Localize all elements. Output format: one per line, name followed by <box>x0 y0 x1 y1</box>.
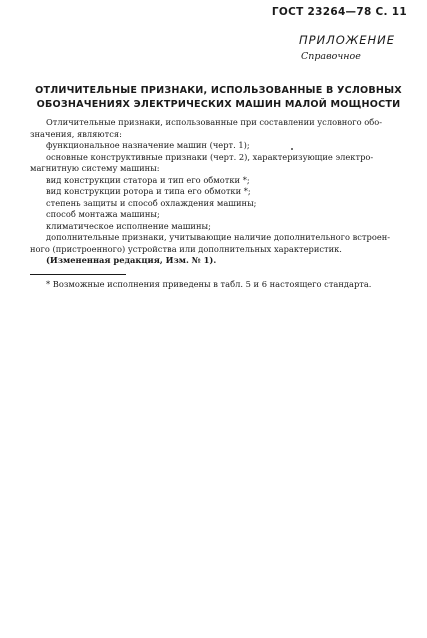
body-line: климатическое исполнение машины; <box>46 220 211 231</box>
body-line: вид конструкции ротора и типа его обмотки *; <box>46 186 251 196</box>
footnote: * Возможные исполнения приведены в табл. 5 и 6 настоящего стандарта. <box>46 279 372 289</box>
body-line: способ монтажа машины; <box>46 209 160 219</box>
body-line: вид конструкции статора и тип его обмотки *; <box>46 174 250 185</box>
body-text <box>30 117 404 267</box>
body-line: ного (пристроенного) устройства или дополнительных характеристик. <box>30 243 342 254</box>
amendment-note: (Измененная редакция, Изм. № 1). <box>46 255 217 265</box>
body-line: дополнительные признаки, учитывающие наличие дополнительного встроен- <box>46 232 391 242</box>
body-line: функциональное назначение машин (черт. 1); <box>46 140 250 150</box>
appendix-subtitle: Справочное <box>300 51 361 62</box>
footnote-divider <box>30 274 126 275</box>
section-title-line-2: ОБОЗНАЧЕНИЯХ ЭЛЕКТРИЧЕСКИХ МАШИН МАЛОЙ МОЩНОСТИ <box>36 98 401 110</box>
body-line: основные конструктивные признаки (черт. 2), характеризующие электро- <box>46 151 374 162</box>
body-line: значения, являются: <box>30 128 122 139</box>
appendix-label <box>299 33 395 62</box>
appendix-title: ПРИЛОЖЕНИЕ <box>298 33 395 47</box>
section-title <box>28 84 409 111</box>
body-line: Отличительные признаки, использованные при составлении условного обо- <box>46 117 383 127</box>
body-line: магнитную систему машины: <box>30 163 160 173</box>
body-line: степень защиты и способ охлаждения машины; <box>46 197 257 208</box>
stray-dot <box>291 148 293 150</box>
section-title-line-1: ОТЛИЧИТЕЛЬНЫЕ ПРИЗНАКИ, ИСПОЛЬЗОВАННЫЕ В УСЛОВНЫХ <box>35 85 402 96</box>
page-header: ГОСТ 23264—78 С. 11 <box>271 6 407 18</box>
